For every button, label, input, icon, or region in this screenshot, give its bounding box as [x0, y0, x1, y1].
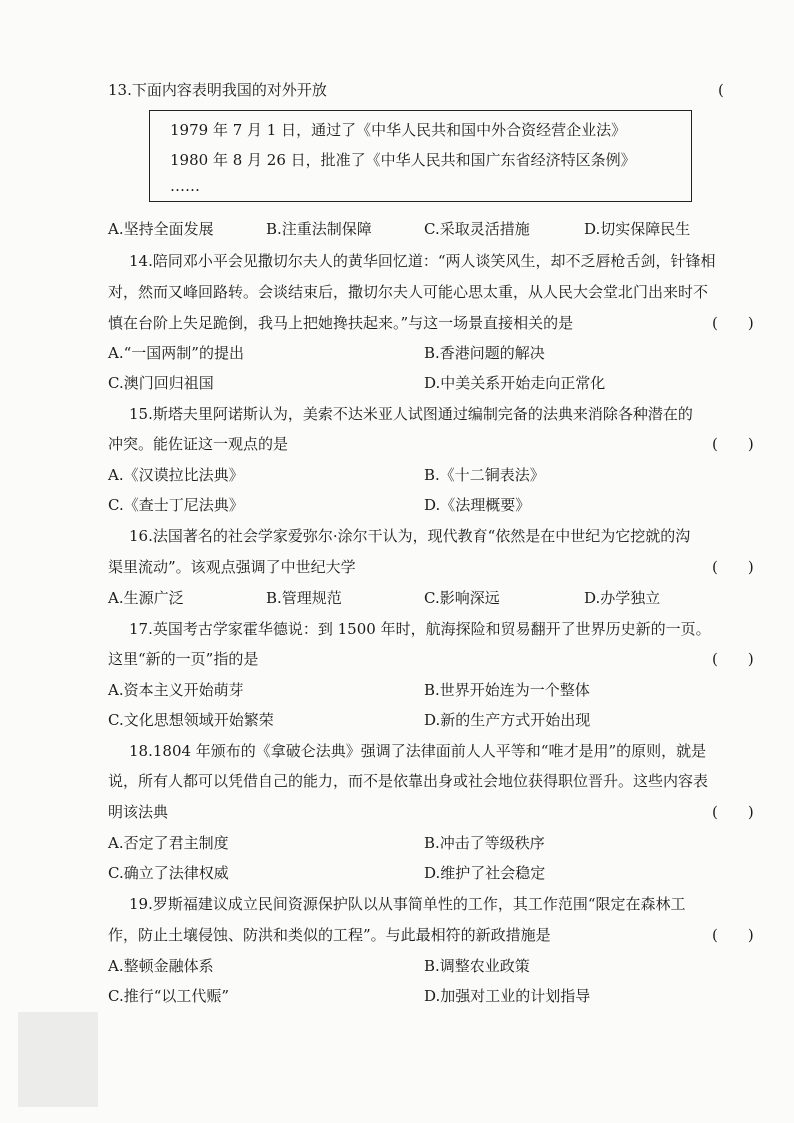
question-15-line-2: 冲突。能佐证这一观点的是 — [108, 435, 289, 453]
q14-option-d: D.中美关系开始走向正常化 — [424, 374, 606, 392]
q14-option-c: C.澳门回归祖国 — [108, 374, 214, 392]
q17-option-a: A.资本主义开始萌芽 — [108, 681, 244, 699]
question-18-line-3: 明该法典 — [108, 803, 169, 821]
q18-option-c: C.确立了法律权威 — [108, 864, 229, 882]
source-line-1: 1979 年 7 月 1 日，通过了《中华人民共和国中外合资经营企业法》 — [170, 121, 627, 139]
q17-option-c: C.文化思想领域开始繁荣 — [108, 711, 274, 729]
source-line-2: 1980 年 8 月 26 日，批准了《中华人民共和国广东省经济特区条例》 — [170, 151, 636, 169]
question-19-line-1: 19.罗斯福建议成立民间资源保护队以从事简单性的工作，其工作范围“限定在森林工 — [129, 895, 686, 913]
question-18-answer-bracket: ( ) — [712, 803, 754, 821]
question-14-line-1: 14.陪同邓小平会见撒切尔夫人的黄华回忆道：“两人谈笑风生，却不乏唇枪舌剑，针锋相 — [129, 252, 716, 270]
q14-option-a: A.“一国两制”的提出 — [108, 344, 244, 362]
question-13-answer-bracket: ( — [718, 81, 724, 99]
source-line-3: …… — [170, 177, 200, 195]
q13-option-b: B.注重法制保障 — [266, 220, 372, 238]
q19-option-c: C.推行“以工代赈” — [108, 987, 230, 1005]
question-16-line-2: 渠里流动”。该观点强调了中世纪大学 — [108, 558, 356, 576]
question-17-answer-bracket: ( ) — [712, 650, 754, 668]
question-19-answer-bracket: ( ) — [712, 926, 754, 944]
q16-option-b: B.管理规范 — [266, 589, 342, 607]
q16-option-d: D.办学独立 — [584, 589, 661, 607]
q15-option-d: D.《法理概要》 — [424, 496, 531, 514]
q19-option-a: A.整顿金融体系 — [108, 957, 214, 975]
question-17-line-2: 这里“新的一页”指的是 — [108, 650, 259, 668]
q13-option-a: A.坚持全面发展 — [108, 220, 214, 238]
q19-option-b: B.调整农业政策 — [424, 957, 530, 975]
q17-option-d: D.新的生产方式开始出现 — [424, 711, 591, 729]
q15-option-b: B.《十二铜表法》 — [424, 466, 545, 484]
question-17-line-1: 17.英国考古学家霍华德说：到 1500 年时，航海探险和贸易翻开了世界历史新的一页。 — [129, 620, 711, 638]
question-16-answer-bracket: ( ) — [712, 558, 754, 576]
scan-shadow — [18, 1012, 98, 1107]
q15-option-a: A.《汉谟拉比法典》 — [108, 466, 244, 484]
question-13-stem: 13.下面内容表明我国的对外开放 — [108, 81, 327, 99]
question-16-line-1: 16.法国著名的社会学家爱弥尔·涂尔干认为，现代教育“依然是在中世纪为它挖就的沟 — [129, 527, 691, 545]
question-14-answer-bracket: ( ) — [712, 314, 754, 332]
q15-option-c: C.《查士丁尼法典》 — [108, 496, 244, 514]
q16-option-c: C.影响深远 — [424, 589, 500, 607]
question-14-line-2: 对，然而又峰回路转。会谈结束后，撒切尔夫人可能心思太重，从人民大会堂北门出来时不 — [108, 283, 709, 301]
q18-option-d: D.维护了社会稳定 — [424, 864, 546, 882]
q13-option-d: D.切实保障民生 — [584, 220, 691, 238]
question-18-line-2: 说，所有人都可以凭借自己的能力，而不是依靠出身或社会地位获得职位晋升。这些内容表 — [108, 772, 709, 790]
question-15-answer-bracket: ( ) — [712, 435, 754, 453]
question-13-source-box — [149, 110, 692, 202]
q17-option-b: B.世界开始连为一个整体 — [424, 681, 590, 699]
q13-option-c: C.采取灵活措施 — [424, 220, 530, 238]
question-18-line-1: 18.1804 年颁布的《拿破仑法典》强调了法律面前人人平等和“唯才是用”的原则，就是 — [129, 742, 707, 760]
q16-option-a: A.生源广泛 — [108, 589, 184, 607]
question-19-line-2: 作，防止土壤侵蚀、防洪和类似的工程”。与此最相符的新政措施是 — [108, 926, 551, 944]
q19-option-d: D.加强对工业的计划指导 — [424, 987, 591, 1005]
q18-option-b: B.冲击了等级秩序 — [424, 834, 545, 852]
q14-option-b: B.香港问题的解决 — [424, 344, 545, 362]
q18-option-a: A.否定了君主制度 — [108, 834, 229, 852]
question-14-line-3: 慎在台阶上失足跪倒，我马上把她搀扶起来。”与这一场景直接相关的是 — [108, 314, 574, 332]
question-15-line-1: 15.斯塔夫里阿诺斯认为，美索不达米亚人试图通过编制完备的法典来消除各种潜在的 — [129, 405, 693, 423]
